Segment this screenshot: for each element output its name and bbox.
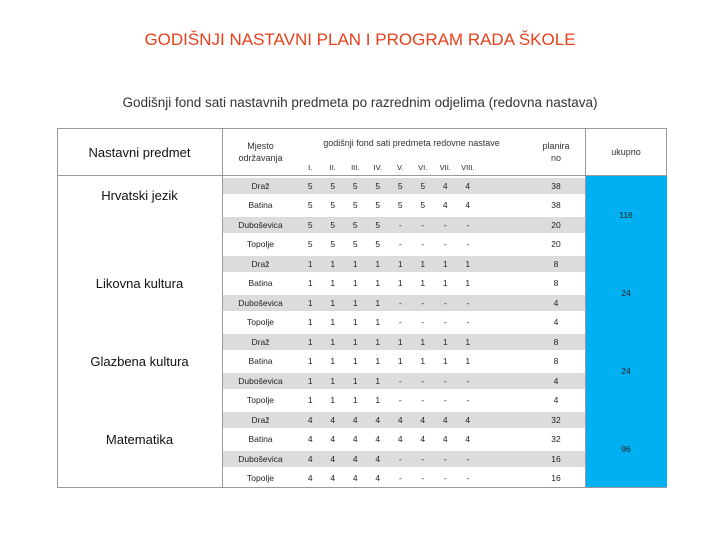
hours-cell: 1 [352, 297, 358, 308]
hours-cell: 5 [375, 219, 381, 230]
subject-total: 116 [619, 210, 633, 220]
hours-cell: 1 [307, 395, 313, 406]
planned-cell: 8 [553, 278, 559, 289]
header-grade: V. [397, 162, 404, 172]
divider-header [222, 175, 667, 176]
planned-cell: 4 [553, 297, 559, 308]
location-cell: Topolje [247, 239, 274, 250]
planned-cell: 8 [553, 356, 559, 367]
header-subject: Nastavni predmet [88, 144, 191, 160]
hours-cell: 4 [420, 414, 426, 425]
hours-table [57, 128, 667, 488]
divider-total [585, 128, 586, 488]
location-cell: Topolje [247, 473, 274, 484]
hours-cell: 5 [397, 200, 403, 211]
hours-cell: 1 [375, 278, 381, 289]
hours-cell: - [398, 219, 402, 230]
hours-cell: 5 [352, 239, 358, 250]
hours-cell: 1 [375, 395, 381, 406]
hours-cell: 4 [375, 453, 381, 464]
hours-cell: 1 [352, 336, 358, 347]
hours-cell: 5 [330, 200, 336, 211]
hours-cell: 4 [375, 414, 381, 425]
hours-cell: 1 [352, 258, 358, 269]
hours-cell: 1 [465, 356, 471, 367]
hours-cell: 1 [352, 375, 358, 386]
hours-cell: - [443, 317, 447, 328]
hours-cell: 1 [307, 375, 313, 386]
hours-cell: 1 [397, 356, 403, 367]
hours-cell: - [398, 297, 402, 308]
planned-cell: 4 [553, 395, 559, 406]
header-grade: I. [308, 162, 313, 172]
hours-cell: 1 [330, 395, 336, 406]
header-group: godišnji fond sati predmeta redovne nastave [323, 138, 500, 148]
hours-cell: - [443, 473, 447, 484]
hours-cell: 5 [352, 219, 358, 230]
location-cell: Topolje [247, 395, 274, 406]
hours-cell: 5 [420, 200, 426, 211]
hours-cell: 4 [465, 434, 471, 445]
hours-cell: - [466, 473, 470, 484]
location-cell: Batina [248, 200, 273, 211]
hours-cell: - [443, 453, 447, 464]
hours-cell: 1 [375, 317, 381, 328]
hours-cell: 4 [330, 434, 336, 445]
hours-cell: 5 [420, 180, 426, 191]
hours-cell: 1 [397, 278, 403, 289]
hours-cell: 4 [375, 434, 381, 445]
hours-cell: 5 [375, 180, 381, 191]
hours-cell: 4 [352, 434, 358, 445]
hours-cell: 1 [352, 317, 358, 328]
hours-cell: 1 [375, 297, 381, 308]
header-grade: VIII. [461, 162, 475, 172]
hours-cell: - [466, 317, 470, 328]
hours-cell: 5 [307, 239, 313, 250]
hours-cell: 1 [330, 356, 336, 367]
hours-cell: 1 [420, 356, 426, 367]
hours-cell: - [421, 297, 425, 308]
hours-cell: - [421, 453, 425, 464]
hours-cell: - [443, 395, 447, 406]
hours-cell: 5 [307, 219, 313, 230]
header-planned: planirano [542, 141, 570, 163]
hours-cell: 4 [307, 453, 313, 464]
hours-cell: 5 [307, 200, 313, 211]
hours-cell: - [443, 219, 447, 230]
hours-cell: 4 [442, 180, 448, 191]
planned-cell: 20 [551, 239, 561, 250]
planned-cell: 4 [553, 375, 559, 386]
hours-cell: 1 [375, 375, 381, 386]
hours-cell: - [466, 239, 470, 250]
subject-total: 24 [621, 288, 631, 298]
subject-name: Glazbena kultura [90, 354, 189, 369]
hours-cell: 1 [465, 278, 471, 289]
hours-cell: 1 [397, 336, 403, 347]
hours-cell: - [421, 239, 425, 250]
hours-cell: 1 [375, 356, 381, 367]
hours-cell: 4 [330, 453, 336, 464]
hours-cell: - [421, 375, 425, 386]
location-cell: Duboševica [238, 453, 283, 464]
location-cell: Draž [251, 414, 270, 425]
hours-cell: 4 [307, 434, 313, 445]
page-subtitle: Godišnji fond sati nastavnih predmeta po razrednim odjelima (redovna nastava) [122, 95, 598, 110]
hours-cell: 1 [330, 297, 336, 308]
hours-cell: 4 [442, 200, 448, 211]
hours-cell: 1 [397, 258, 403, 269]
header-total: ukupno [611, 147, 641, 157]
hours-cell: 5 [330, 219, 336, 230]
hours-cell: 4 [352, 453, 358, 464]
hours-cell: 1 [330, 317, 336, 328]
hours-cell: 1 [330, 258, 336, 269]
hours-cell: 1 [375, 258, 381, 269]
hours-cell: - [443, 297, 447, 308]
hours-cell: 1 [330, 336, 336, 347]
hours-cell: - [466, 297, 470, 308]
hours-cell: - [466, 395, 470, 406]
page-title: GODIŠNJI NASTAVNI PLAN I PROGRAM RADA ŠKOLE [144, 30, 576, 49]
hours-cell: - [398, 375, 402, 386]
hours-cell: 5 [307, 180, 313, 191]
location-cell: Duboševica [238, 375, 283, 386]
location-cell: Topolje [247, 317, 274, 328]
hours-cell: - [466, 375, 470, 386]
hours-cell: 1 [420, 258, 426, 269]
hours-cell: - [398, 473, 402, 484]
hours-cell: 4 [330, 473, 336, 484]
hours-cell: - [398, 453, 402, 464]
subject-total: 96 [621, 444, 631, 454]
planned-cell: 4 [553, 317, 559, 328]
planned-cell: 38 [551, 200, 561, 211]
hours-cell: 1 [352, 356, 358, 367]
hours-cell: 1 [420, 278, 426, 289]
planned-cell: 16 [551, 453, 561, 464]
hours-cell: 1 [465, 336, 471, 347]
hours-cell: 4 [465, 200, 471, 211]
hours-cell: 4 [375, 473, 381, 484]
location-cell: Batina [248, 434, 273, 445]
hours-cell: - [466, 219, 470, 230]
hours-cell: 1 [442, 336, 448, 347]
hours-cell: - [421, 317, 425, 328]
header-grade: VII. [439, 162, 451, 172]
hours-cell: 4 [465, 414, 471, 425]
hours-cell: 4 [420, 434, 426, 445]
hours-cell: 1 [420, 336, 426, 347]
hours-cell: - [398, 317, 402, 328]
header-grade: III. [351, 162, 360, 172]
hours-cell: 1 [307, 258, 313, 269]
hours-cell: 5 [330, 239, 336, 250]
header-grade: IV. [373, 162, 382, 172]
header-location: Mjesto održavanja [238, 141, 283, 163]
hours-cell: 1 [307, 278, 313, 289]
hours-cell: - [421, 219, 425, 230]
hours-cell: 1 [442, 356, 448, 367]
header-grade: VI. [418, 162, 428, 172]
hours-cell: 1 [465, 258, 471, 269]
location-cell: Draž [251, 258, 270, 269]
hours-cell: 1 [442, 258, 448, 269]
planned-cell: 8 [553, 336, 559, 347]
location-cell: Draž [251, 180, 270, 191]
subject-total: 24 [621, 366, 631, 376]
hours-cell: - [398, 239, 402, 250]
hours-cell: - [421, 473, 425, 484]
planned-cell: 8 [553, 258, 559, 269]
divider-subject [222, 128, 223, 488]
planned-cell: 20 [551, 219, 561, 230]
location-cell: Duboševica [238, 219, 283, 230]
hours-cell: 4 [442, 414, 448, 425]
hours-cell: 5 [375, 239, 381, 250]
hours-cell: 5 [330, 180, 336, 191]
location-cell: Batina [248, 278, 273, 289]
hours-cell: 4 [352, 414, 358, 425]
divider-header-left [57, 175, 222, 176]
hours-cell: 5 [397, 180, 403, 191]
hours-cell: 1 [307, 356, 313, 367]
location-cell: Draž [251, 336, 270, 347]
hours-cell: 4 [465, 180, 471, 191]
planned-cell: 38 [551, 180, 561, 191]
hours-cell: 1 [352, 278, 358, 289]
planned-cell: 32 [551, 434, 561, 445]
planned-cell: 16 [551, 473, 561, 484]
subject-name: Likovna kultura [95, 276, 184, 291]
hours-cell: 1 [307, 317, 313, 328]
location-cell: Batina [248, 356, 273, 367]
planned-cell: 32 [551, 414, 561, 425]
hours-cell: 4 [307, 414, 313, 425]
hours-cell: 4 [330, 414, 336, 425]
subject-name: Hrvatski jezik [101, 188, 178, 203]
header-grade: II. [329, 162, 336, 172]
hours-cell: 4 [307, 473, 313, 484]
hours-cell: 4 [442, 434, 448, 445]
hours-cell: - [443, 239, 447, 250]
hours-cell: - [398, 395, 402, 406]
hours-cell: 1 [375, 336, 381, 347]
hours-cell: 5 [352, 200, 358, 211]
hours-cell: 5 [352, 180, 358, 191]
hours-cell: 4 [397, 434, 403, 445]
hours-cell: 1 [352, 395, 358, 406]
hours-cell: 1 [307, 336, 313, 347]
hours-cell: 1 [330, 375, 336, 386]
hours-cell: 1 [307, 297, 313, 308]
hours-cell: - [466, 453, 470, 464]
hours-cell: 5 [375, 200, 381, 211]
location-cell: Duboševica [238, 297, 283, 308]
hours-cell: 4 [397, 414, 403, 425]
hours-cell: - [421, 395, 425, 406]
hours-cell: - [443, 375, 447, 386]
hours-cell: 1 [330, 278, 336, 289]
hours-cell: 1 [442, 278, 448, 289]
subject-name: Matematika [105, 432, 174, 447]
hours-cell: 4 [352, 473, 358, 484]
